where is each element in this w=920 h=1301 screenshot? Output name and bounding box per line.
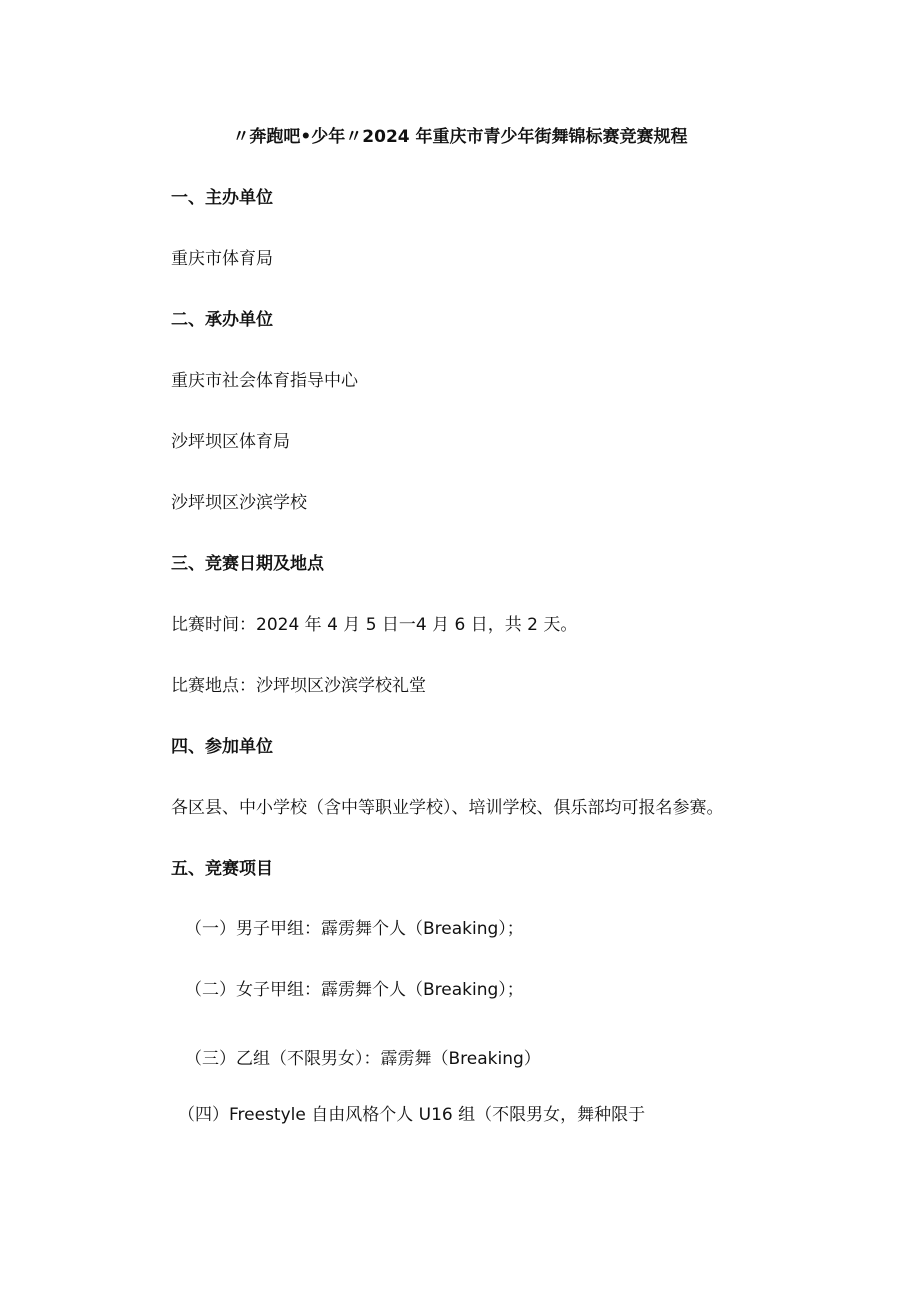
paragraph-host-3: 沙坪坝区沙滨学校 — [171, 493, 307, 513]
section-heading-organizer: 一、主办单位 — [171, 188, 273, 208]
paragraph-host-1: 重庆市社会体育指导中心 — [171, 371, 358, 391]
list-item-event-3: （三）乙组（不限男女）：霹雳舞（Breaking） — [185, 1049, 541, 1069]
paragraph-match-venue: 比赛地点：沙坪坝区沙滨学校礼堂 — [171, 676, 426, 696]
paragraph-organizer: 重庆市体育局 — [171, 249, 273, 269]
section-heading-events: 五、竞赛项目 — [171, 859, 273, 879]
list-item-event-2: （二）女子甲组：霹雳舞个人（Breaking）； — [185, 980, 524, 1000]
document-title: 〃奔跑吧•少年〃2024 年重庆市青少年街舞锦标赛竞赛规程 — [232, 127, 688, 147]
paragraph-participants: 各区县、中小学校（含中等职业学校）、培训学校、俱乐部均可报名参赛。 — [171, 798, 724, 818]
section-heading-participants: 四、参加单位 — [171, 737, 273, 757]
list-item-event-4: （四）Freestyle 自由风格个人 U16 组（不限男女，舞种限于 — [178, 1105, 646, 1125]
section-heading-host: 二、承办单位 — [171, 310, 273, 330]
paragraph-match-time: 比赛时间：2024 年 4 月 5 日一4 月 6 日，共 2 天。 — [171, 615, 578, 635]
paragraph-host-2: 沙坪坝区体育局 — [171, 432, 290, 452]
list-item-event-1: （一）男子甲组：霹雳舞个人（Breaking）； — [185, 919, 524, 939]
section-heading-date-venue: 三、竞赛日期及地点 — [171, 554, 324, 574]
